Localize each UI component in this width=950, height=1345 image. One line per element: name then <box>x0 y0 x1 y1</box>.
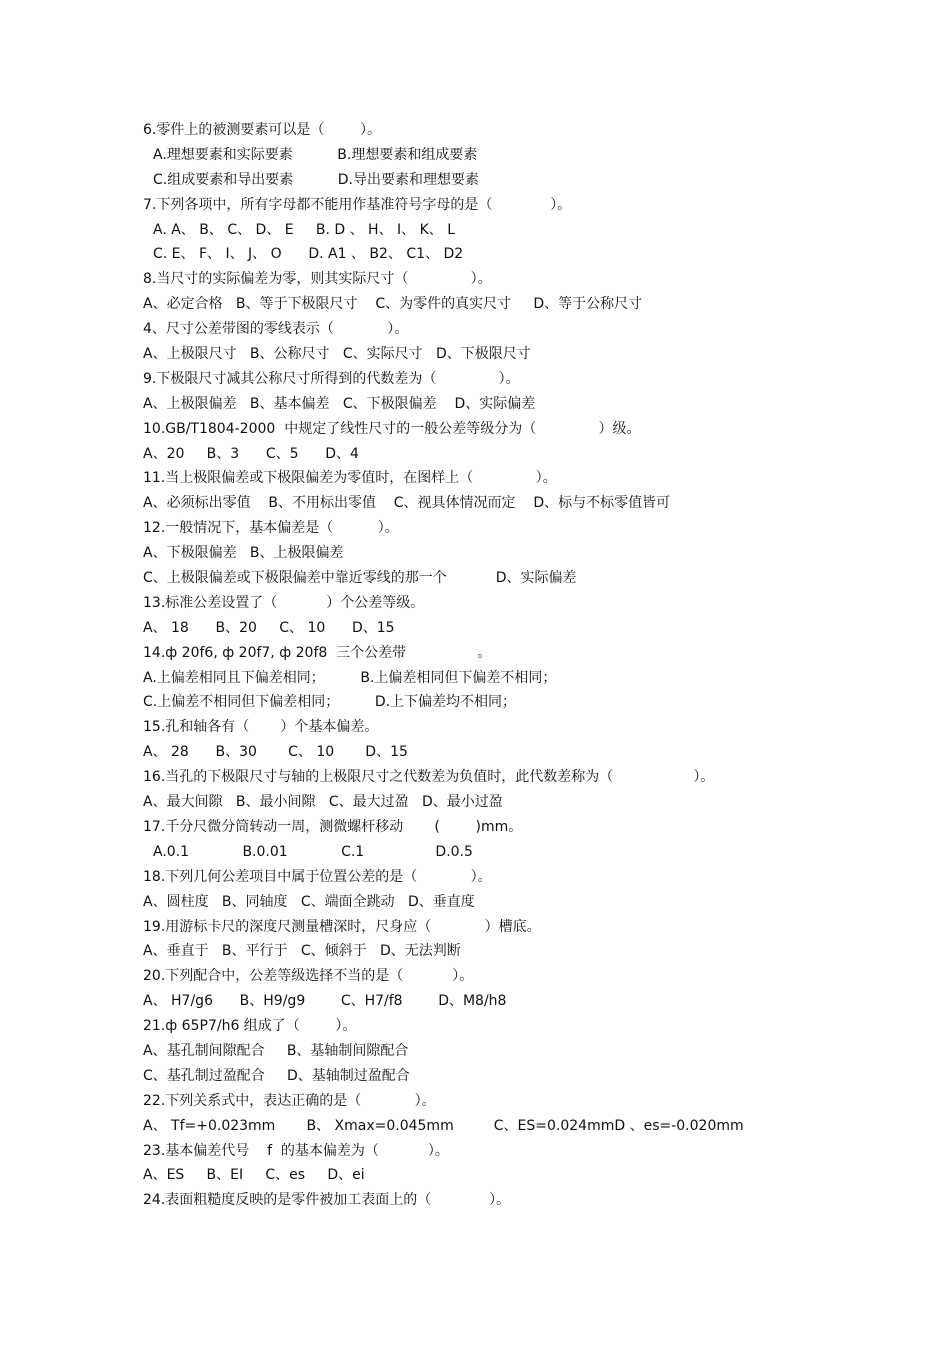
text-line: 12.一般情况下，基本偏差是（ ）。 <box>143 520 399 537</box>
text-line: 18.下列几何公差项目中属于位置公差的是（ ）。 <box>143 868 492 885</box>
text-line: A、下极限偏差 B、上极限偏差 <box>143 545 344 562</box>
text-line: A、ES B、EI C、es D、ei <box>143 1167 365 1184</box>
text-line: 6.零件上的被测要素可以是（ ）。 <box>143 122 381 138</box>
text-line: A、基孔制间隙配合 B、基轴制间隙配合 <box>143 1042 409 1059</box>
text-line: 14.ф 20f6, ф 20f7, ф 20f8 三个公差带 。 <box>143 644 492 661</box>
text-line: A、圆柱度 B、同轴度 C、端面全跳动 D、垂直度 <box>143 893 475 910</box>
text-line: A、上极限尺寸 B、公称尺寸 C、实际尺寸 D、下极限尺寸 <box>143 346 531 363</box>
text-line: A、 Tf=+0.023mm B、 Xmax=0.045mm C、ES=0.024mmD 、es=-0.020mm <box>143 1117 744 1134</box>
text-line: 11.当上极限偏差或下极限偏差为零值时，在图样上（ ）。 <box>143 470 557 487</box>
text-line: 9.下极限尺寸减其公称尺寸所得到的代数差为（ ）。 <box>143 370 520 387</box>
text-line: 21.ф 65P7/h6 组成了（ ）。 <box>143 1018 357 1035</box>
text-line: 4、尺寸公差带图的零线表示（ ）。 <box>143 321 409 338</box>
text-line: A.理想要素和实际要素 B.理想要素和组成要素 <box>153 146 478 163</box>
text-line: A、垂直于 B、平行于 C、倾斜于 D、无法判断 <box>143 943 461 960</box>
text-line: 16.当孔的下极限尺寸与轴的上极限尺寸之代数差为负值时，此代数差称为（ ）。 <box>143 769 715 786</box>
text-line: A、20 B、3 C、5 D、4 <box>143 445 359 462</box>
text-line: 22.下列关系式中，表达正确的是（ ）。 <box>143 1092 436 1109</box>
text-line: 10.GB/T1804-2000 中规定了线性尺寸的一般公差等级分为（ ）级。 <box>143 420 641 437</box>
text-line: 7.下列各项中，所有字母都不能用作基准符号字母的是（ ）。 <box>143 196 572 213</box>
text-line: A、 18 B、20 C、 10 D、15 <box>143 619 395 636</box>
text-line: A.上偏差相同且下偏差相同； B.上偏差相同但下偏差不相同； <box>143 669 557 686</box>
text-line: 15.孔和轴各有（ ）个基本偏差。 <box>143 719 379 736</box>
text-line: A、必须标出零值 B、不用标出零值 C、视具体情况而定 D、标与不标零值皆可 <box>143 495 671 512</box>
text-line: A、 H7/g6 B、H9/g9 C、H7/f8 D、M8/h8 <box>143 993 507 1010</box>
text-line: C.组成要素和导出要素 D.导出要素和理想要素 <box>153 171 479 188</box>
text-line: 20.下列配合中，公差等级选择不当的是（ ）。 <box>143 968 474 985</box>
text-line: A. A、 B、 C、 D、 E B. D 、 H、 I、 K、 L <box>153 221 456 238</box>
text-line: C、基孔制过盈配合 D、基轴制过盈配合 <box>143 1067 410 1084</box>
text-line: 17.千分尺微分筒转动一周，测微螺杆移动 ( )mm。 <box>143 818 523 835</box>
text-line: A、 28 B、30 C、 10 D、15 <box>143 744 408 761</box>
text-line: 13.标准公差设置了（ ）个公差等级。 <box>143 594 425 611</box>
text-line: C、上极限偏差或下极限偏差中靠近零线的那一个 D、实际偏差 <box>143 570 577 587</box>
text-line: 23.基本偏差代号 f 的基本偏差为（ ）。 <box>143 1142 449 1159</box>
text-line: 8.当尺寸的实际偏差为零，则其实际尺寸（ ）。 <box>143 271 492 288</box>
text-line: A、最大间隙 B、最小间隙 C、最大过盈 D、最小过盈 <box>143 794 503 811</box>
text-line: 24.表面粗糙度反映的是零件被加工表面上的（ ）。 <box>143 1192 511 1209</box>
text-line: C.上偏差不相同但下偏差相同； D.上下偏差均不相同； <box>143 694 517 711</box>
text-line: A、必定合格 B、等于下极限尺寸 C、为零件的真实尺寸 D、等于公称尺寸 <box>143 296 643 313</box>
text-line: A.0.1 B.0.01 C.1 D.0.5 <box>153 843 473 860</box>
text-line: A、上极限偏差 B、基本偏差 C、下极限偏差 D、实际偏差 <box>143 395 536 412</box>
text-line: 19.用游标卡尺的深度尺测量槽深时，尺身应（ ）槽底。 <box>143 918 541 935</box>
text-line: C. E、 F、 I、 J、 O D. A1 、 B2、 C1、 D2 <box>153 246 464 263</box>
question-list <box>143 118 903 1213</box>
